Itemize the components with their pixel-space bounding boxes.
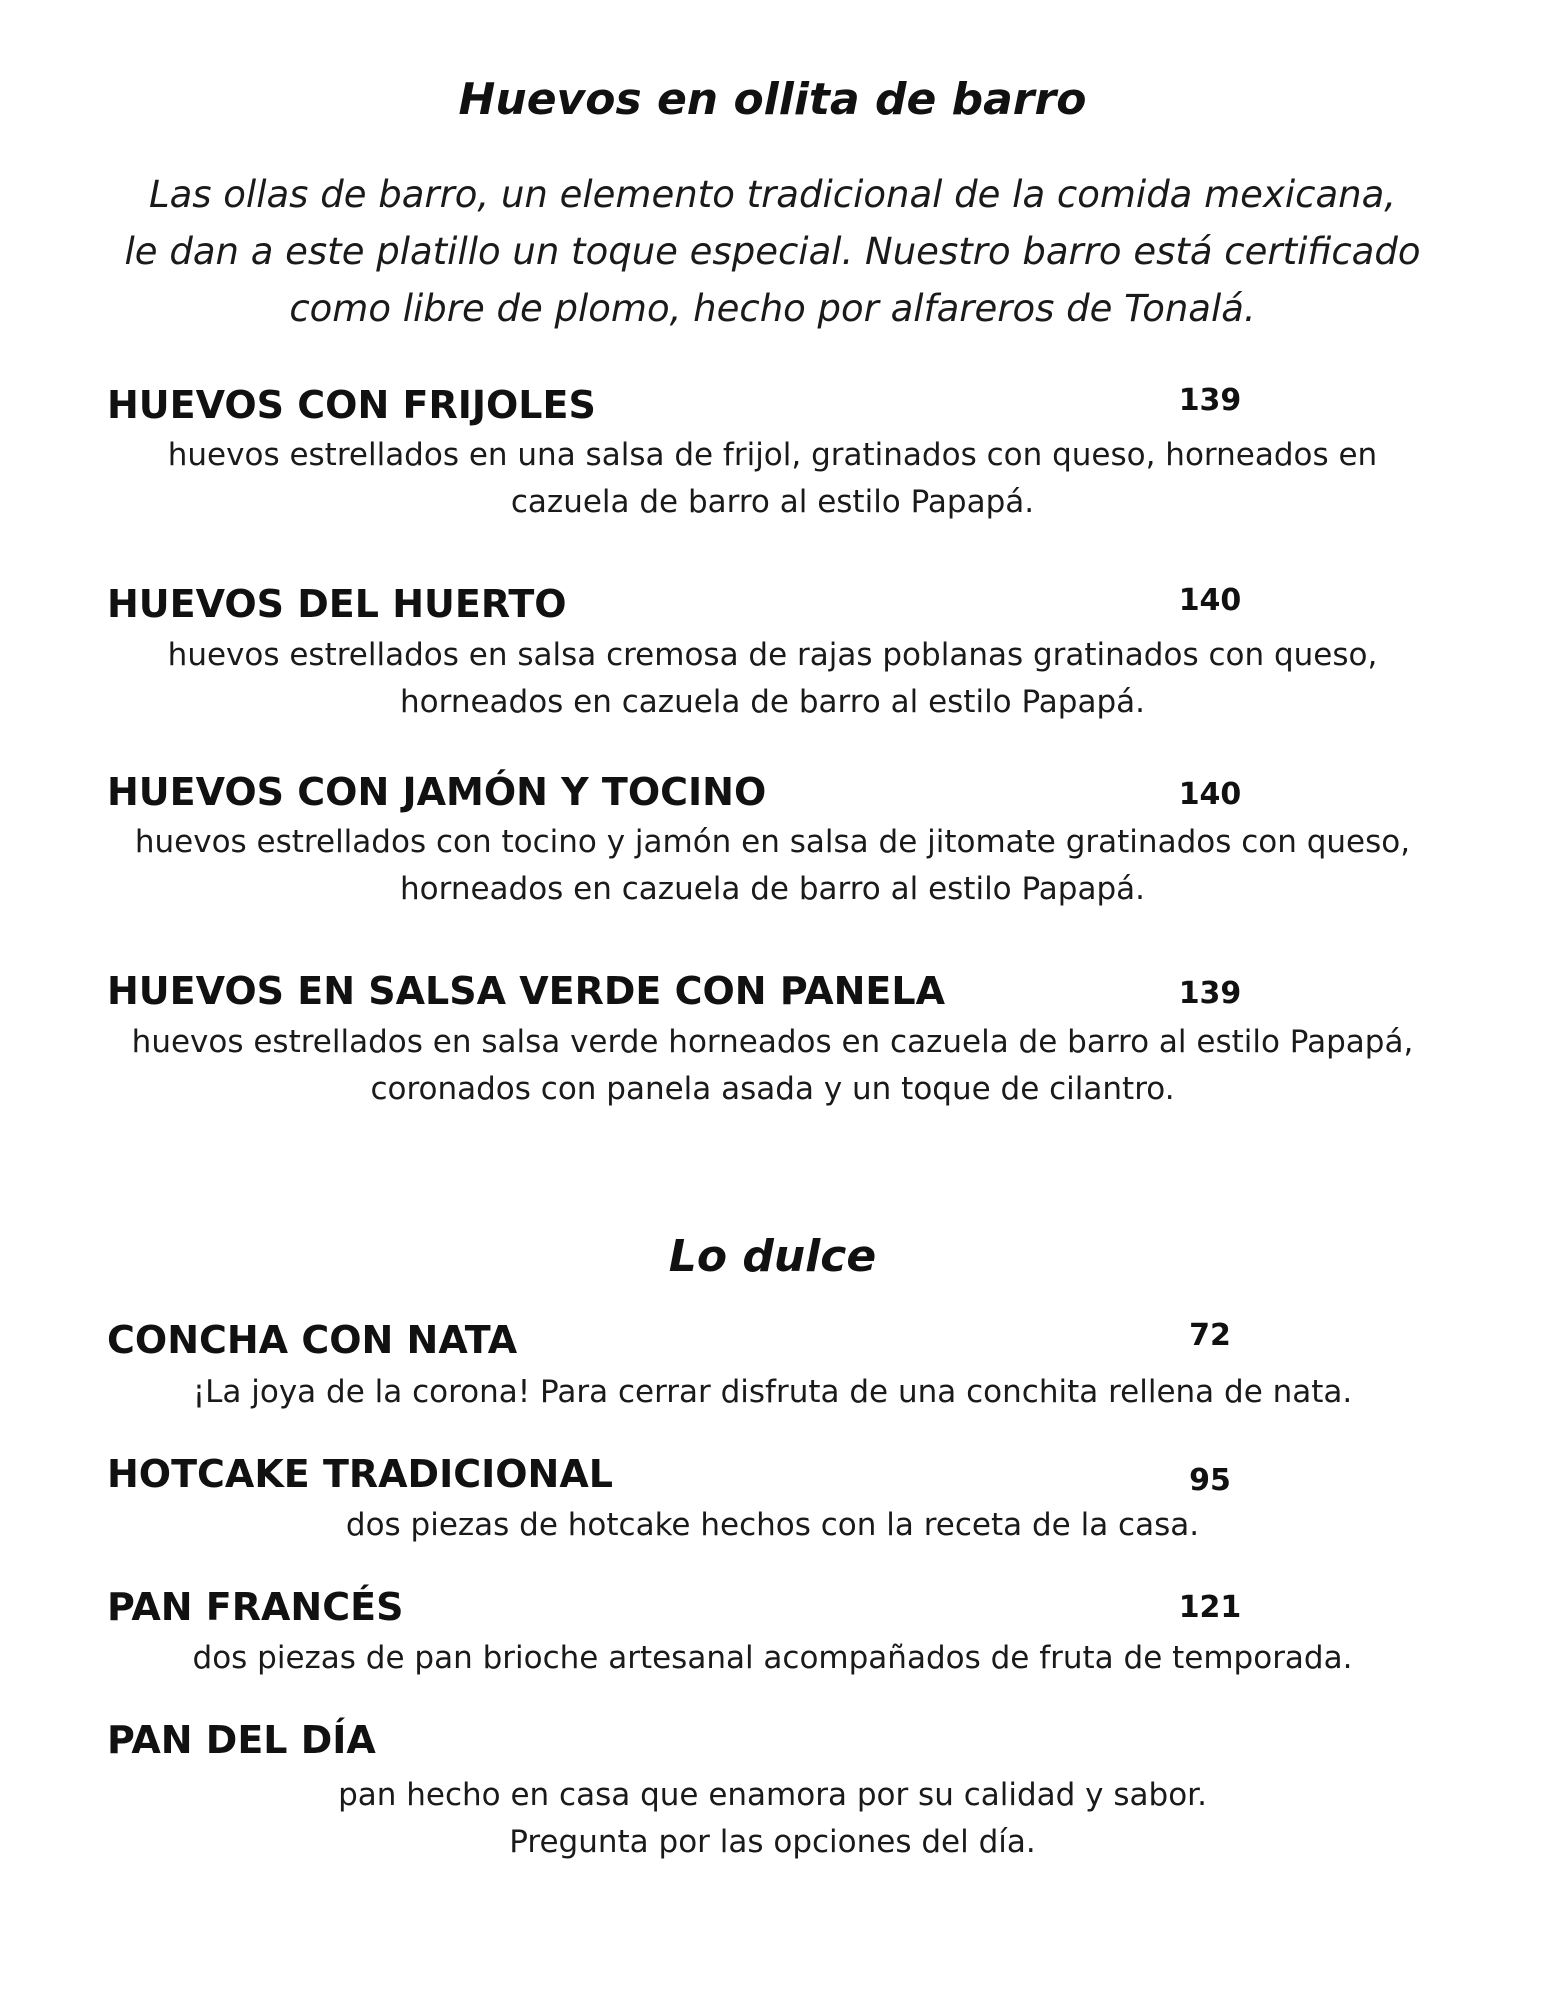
menu-item-description xyxy=(0,819,1545,913)
menu-item-name: HUEVOS DEL HUERTO xyxy=(107,582,567,626)
menu-item-description xyxy=(0,632,1545,726)
menu-item-name: PAN DEL DÍA xyxy=(107,1718,376,1762)
menu-item-name: CONCHA CON NATA xyxy=(107,1318,518,1362)
description-line: coronados con panela asada y un toque de cilantro. xyxy=(370,1071,1175,1107)
menu-item-price: 140 xyxy=(1178,583,1242,618)
menu-item-description xyxy=(0,1502,1545,1549)
intro-line: le dan a este platillo un toque especial. Nuestro barro está certificado xyxy=(124,230,1421,273)
menu-item-description xyxy=(0,1635,1545,1682)
menu-item-name: PAN FRANCÉS xyxy=(107,1585,404,1629)
menu-item-price: 95 xyxy=(1189,1463,1231,1498)
description-line: huevos estrellados en salsa verde horneados en cazuela de barro al estilo Papapá, xyxy=(131,1024,1414,1060)
menu-item-price: 121 xyxy=(1178,1590,1242,1625)
menu-item-name: HOTCAKE TRADICIONAL xyxy=(107,1452,613,1496)
menu-item-description xyxy=(0,1369,1545,1416)
description-line: huevos estrellados en una salsa de frijol, gratinados con queso, horneados en xyxy=(167,437,1378,473)
menu-item-description xyxy=(0,432,1545,526)
description-line: ¡La joya de la corona! Para cerrar disfruta de una conchita rellena de nata. xyxy=(192,1374,1353,1410)
description-line: dos piezas de pan brioche artesanal acompañados de fruta de temporada. xyxy=(192,1640,1353,1676)
section-title-lo-dulce: Lo dulce xyxy=(668,1231,877,1282)
description-line: dos piezas de hotcake hechos con la receta de la casa. xyxy=(345,1507,1200,1543)
menu-item-price: 139 xyxy=(1178,383,1242,418)
menu-item-name: HUEVOS CON FRIJOLES xyxy=(107,383,596,427)
menu-item-price: 72 xyxy=(1189,1318,1231,1353)
menu-item-price: 139 xyxy=(1178,976,1242,1011)
menu-item-name: HUEVOS EN SALSA VERDE CON PANELA xyxy=(107,969,945,1013)
menu-item-description xyxy=(0,1019,1545,1113)
description-line: horneados en cazuela de barro al estilo Papapá. xyxy=(400,871,1145,907)
menu-item-price: 140 xyxy=(1178,777,1242,812)
menu-item-description xyxy=(0,1772,1545,1866)
description-line: cazuela de barro al estilo Papapá. xyxy=(510,484,1035,520)
section-title-huevos: Huevos en ollita de barro xyxy=(458,74,1087,125)
description-line: huevos estrellados con tocino y jamón en salsa de jitomate gratinados con queso, xyxy=(134,824,1411,860)
menu-item-name: HUEVOS CON JAMÓN Y TOCINO xyxy=(107,770,767,814)
intro-line: Las ollas de barro, un elemento tradicional de la comida mexicana, xyxy=(148,173,1397,216)
description-line: Pregunta por las opciones del día. xyxy=(509,1824,1036,1860)
description-line: huevos estrellados en salsa cremosa de rajas poblanas gratinados con queso, xyxy=(167,637,1378,673)
description-line: pan hecho en casa que enamora por su calidad y sabor. xyxy=(338,1777,1207,1813)
intro-line: como libre de plomo, hecho por alfareros de Tonalá. xyxy=(289,287,1256,330)
section-intro xyxy=(0,166,1545,337)
description-line: horneados en cazuela de barro al estilo Papapá. xyxy=(400,684,1145,720)
